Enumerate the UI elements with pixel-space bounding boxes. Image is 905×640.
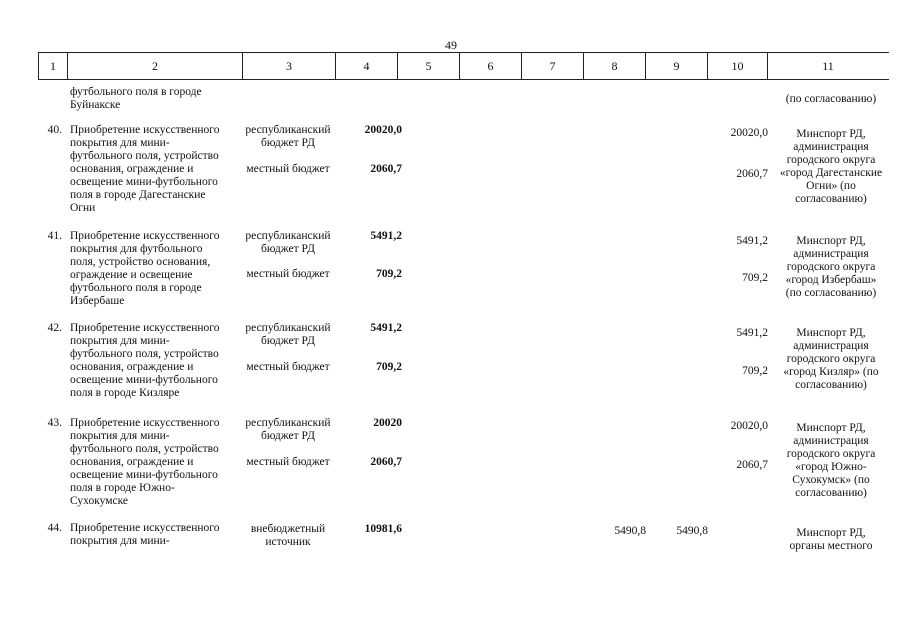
org-line: городского округа	[786, 353, 876, 365]
row-name-line: Приобретение искусственного	[70, 522, 220, 534]
funding-source-line: республиканский	[245, 322, 331, 334]
org-line: «город Кизляр» (по	[783, 366, 879, 378]
org-line: «город Дагестанские	[779, 167, 883, 179]
amount-total: 10981,6	[364, 523, 402, 535]
header-col-10: 10	[708, 53, 768, 79]
funding-source	[238, 417, 338, 443]
row-name-line: Избербаше	[70, 295, 125, 307]
row-name-line: футбольного поля, устройство	[70, 348, 219, 360]
amount-col-10-local: 2060,7	[736, 459, 768, 471]
row-name-line: покрытия для футбольного	[70, 243, 203, 255]
row-name-line: Приобретение искусственного	[70, 417, 220, 429]
amount-total-local: 2060,7	[370, 456, 402, 468]
funding-source-line: бюджет РД	[261, 243, 315, 255]
funding-source-local: местный бюджет	[246, 268, 330, 280]
row-name-line: покрытия для мини-	[70, 137, 170, 149]
org-line: «город Южно-	[795, 461, 867, 473]
funding-source	[238, 322, 338, 348]
funding-source-line: внебюджетный	[250, 523, 326, 535]
row-name-line: освещение мини-футбольного	[70, 374, 218, 386]
header-col-2: 2	[68, 53, 243, 79]
org-line: Огни» (по	[806, 180, 856, 192]
header-col-4: 4	[336, 53, 398, 79]
table-header	[38, 52, 889, 80]
row-name-line: футбольного поля, устройство	[70, 150, 219, 162]
amount-total: 20020	[373, 417, 402, 429]
amount-total-local: 709,2	[376, 268, 402, 280]
row-name-line: основания, ограждение и	[70, 163, 194, 175]
row-name	[70, 230, 219, 308]
cont-org-line: (по согласованию)	[785, 93, 877, 105]
cont-name	[70, 86, 202, 112]
funding-source	[238, 230, 338, 256]
row-name-line: основания, ограждение и	[70, 456, 194, 468]
cont-name-line: Буйнакске	[70, 99, 121, 111]
row-name	[70, 322, 219, 400]
org-line: согласованию)	[795, 193, 867, 205]
funding-source-local: местный бюджет	[246, 163, 330, 175]
row-name	[70, 417, 219, 508]
header-col-6: 6	[460, 53, 522, 79]
responsible-org	[772, 128, 890, 206]
funding-source	[238, 523, 338, 549]
amount-total: 5491,2	[370, 322, 402, 334]
row-name-line: поля в городе Дагестанские	[70, 189, 206, 201]
amount-col-10: 20020,0	[730, 127, 768, 139]
funding-source-line: республиканский	[245, 124, 331, 136]
row-name-line: освещение мини-футбольного	[70, 469, 218, 481]
funding-source-line: бюджет РД	[261, 137, 315, 149]
row-name-line: поля в городе Кизляре	[70, 387, 180, 399]
org-line: Минспорт РД,	[796, 422, 866, 434]
amount-total: 5491,2	[370, 230, 402, 242]
row-name-line: футбольного поля, устройство	[70, 443, 219, 455]
amount-col-10: 5491,2	[736, 235, 768, 247]
row-name-line: Приобретение искусственного	[70, 124, 220, 136]
funding-source-line: бюджет РД	[261, 335, 315, 347]
amount-col-8: 5490,8	[614, 525, 646, 537]
row-number: 44.	[47, 522, 62, 534]
row-name	[70, 522, 219, 548]
org-line: Минспорт РД,	[796, 327, 866, 339]
amount-col-10: 20020,0	[730, 420, 768, 432]
org-line: городского округа	[786, 448, 876, 460]
funding-source-line: источник	[265, 536, 311, 548]
row-name-line: покрытия для мини-	[70, 535, 170, 547]
row-name	[70, 124, 219, 215]
amount-col-10-local: 709,2	[742, 272, 768, 284]
amount-total: 20020,0	[364, 124, 402, 136]
row-number: 41.	[47, 230, 62, 242]
row-name-line: Приобретение искусственного	[70, 322, 220, 334]
org-line: Минспорт РД,	[796, 235, 866, 247]
header-col-3: 3	[243, 53, 336, 79]
org-line: органы местного	[789, 540, 873, 552]
amount-total-local: 2060,7	[370, 163, 402, 175]
header-col-7: 7	[522, 53, 584, 79]
org-line: (по согласованию)	[785, 287, 877, 299]
amount-col-10: 5491,2	[736, 327, 768, 339]
org-line: администрация	[793, 141, 869, 153]
org-line: согласованию)	[795, 487, 867, 499]
org-line: городского округа	[786, 261, 876, 273]
funding-source-line: республиканский	[245, 230, 331, 242]
org-line: Сухокумск» (по	[792, 474, 870, 486]
org-line: городского округа	[786, 154, 876, 166]
amount-col-10-local: 709,2	[742, 365, 768, 377]
amount-col-10-local: 2060,7	[736, 168, 768, 180]
header-col-5: 5	[398, 53, 460, 79]
page-number: 49	[445, 38, 457, 52]
row-name-line: основания, ограждение и	[70, 361, 194, 373]
row-number: 43.	[47, 417, 62, 429]
responsible-org	[772, 235, 890, 300]
row-name-line: Сухокумске	[70, 495, 129, 507]
funding-source-local: местный бюджет	[246, 456, 330, 468]
row-name-line: Приобретение искусственного	[70, 230, 220, 242]
responsible-org	[772, 327, 890, 392]
org-line: администрация	[793, 248, 869, 260]
org-line: администрация	[793, 435, 869, 447]
row-name-line: поля, устройство основания,	[70, 256, 211, 268]
org-line: согласованию)	[795, 379, 867, 391]
org-line: администрация	[793, 340, 869, 352]
header-col-8: 8	[584, 53, 646, 79]
row-name-line: покрытия для мини-	[70, 335, 170, 347]
amount-total-local: 709,2	[376, 361, 402, 373]
responsible-org	[772, 527, 890, 553]
row-number: 40.	[47, 124, 62, 136]
row-number: 42.	[47, 322, 62, 334]
responsible-org	[772, 422, 890, 500]
row-name-line: футбольного поля в городе	[70, 282, 202, 294]
header-col-11: 11	[822, 59, 834, 73]
cont-name-line: футбольного поля в городе	[70, 86, 202, 98]
funding-source-local: местный бюджет	[246, 361, 330, 373]
row-name-line: покрытия для мини-	[70, 430, 170, 442]
row-name-line: Огни	[70, 202, 96, 214]
amount-col-9: 5490,8	[676, 525, 708, 537]
cont-org	[772, 93, 890, 106]
funding-source-line: бюджет РД	[261, 430, 315, 442]
header-col-1: 1	[39, 53, 68, 79]
org-line: «город Избербаш»	[785, 274, 877, 286]
funding-source	[238, 124, 338, 150]
org-line: Минспорт РД,	[796, 527, 866, 539]
funding-source-line: республиканский	[245, 417, 331, 429]
row-name-line: ограждение и освещение	[70, 269, 193, 281]
header-col-9: 9	[646, 53, 708, 79]
org-line: Минспорт РД,	[796, 128, 866, 140]
row-name-line: поля в городе Южно-	[70, 482, 175, 494]
row-name-line: освещение мини-футбольного	[70, 176, 218, 188]
